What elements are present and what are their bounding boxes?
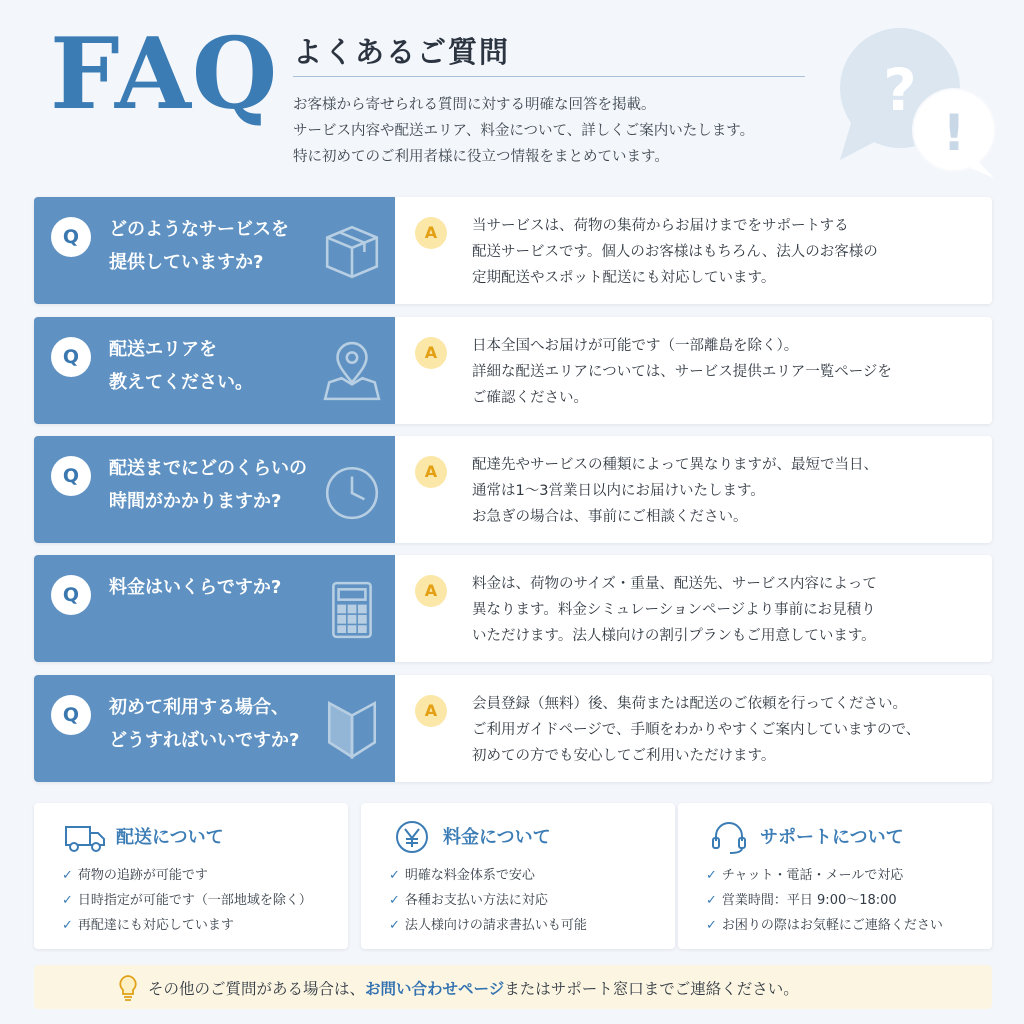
list-item: ✓ お困りの際はお気軽にご連絡ください — [706, 918, 943, 933]
q-badge: Q — [51, 337, 91, 377]
box-icon — [321, 221, 383, 283]
list-item: ✓ 再配達にも対応しています — [62, 918, 234, 933]
q-badge: Q — [51, 217, 91, 257]
faq-item[interactable] — [34, 675, 992, 782]
map-pin-icon — [321, 341, 383, 403]
faq-item[interactable] — [34, 197, 992, 304]
page-title: よくあるご質問 — [293, 35, 511, 69]
list-item: ✓ 荷物の追跡が可能です — [62, 868, 208, 883]
question-panel — [34, 675, 395, 782]
answer-text: 配達先やサービスの種類によって異なりますが、最短で当日、 通常は1〜3営業日以内にお届けいたします。 お急ぎの場合は、事前にご相談ください。 — [472, 457, 878, 525]
card-list — [706, 863, 943, 938]
yen-icon — [391, 819, 433, 855]
truck-icon — [64, 819, 106, 855]
faq-item[interactable] — [34, 436, 992, 543]
faq-logo: FAQ — [50, 17, 279, 132]
question-panel — [34, 436, 395, 543]
card-list — [62, 863, 312, 938]
speech-bubbles-icon — [832, 20, 1007, 180]
q-badge: Q — [51, 456, 91, 496]
card-list — [389, 863, 587, 938]
delivery-info-card — [34, 803, 348, 949]
list-item: ✓ 日時指定が可能です（一部地域を除く） — [62, 893, 312, 908]
lightbulb-icon — [116, 974, 140, 1002]
clock-icon — [321, 460, 383, 522]
calculator-icon — [321, 579, 383, 641]
list-item: ✓ 法人様向けの請求書払いも可能 — [389, 918, 587, 933]
question-panel — [34, 197, 395, 304]
check-icon: ✓ — [706, 868, 717, 883]
question-text: 初めて利用する場合、 どうすればいいですか? — [109, 697, 300, 751]
footer-text: その他のご質問がある場合は、お問い合わせページまたはサポート窓口までご連絡ください。 — [148, 980, 799, 998]
a-badge: A — [415, 456, 447, 488]
q-badge: Q — [51, 575, 91, 615]
a-badge: A — [415, 217, 447, 249]
question-text: 配送エリアを 教えてください。 — [109, 339, 253, 393]
price-info-card — [361, 803, 675, 949]
title-divider — [293, 76, 805, 77]
exclamation-mark: ! — [942, 104, 966, 162]
card-title: サポートについて — [760, 827, 904, 848]
question-mark: ? — [883, 56, 917, 124]
footer-notice — [34, 965, 992, 1009]
support-info-card — [678, 803, 992, 949]
card-title: 料金について — [443, 827, 551, 848]
card-title: 配送について — [116, 827, 224, 848]
check-icon: ✓ — [62, 868, 73, 883]
q-badge: Q — [51, 695, 91, 735]
check-icon: ✓ — [706, 918, 717, 933]
answer-text: 料金は、荷物のサイズ・重量、配送先、サービス内容によって 異なります。料金シミュレーションページより事前にお見積り いただけます。法人様向けの割引プランもご用意しています。 — [472, 576, 877, 644]
a-badge: A — [415, 337, 447, 369]
question-panel — [34, 317, 395, 424]
faq-item[interactable] — [34, 555, 992, 662]
list-item: ✓ チャット・電話・メールで対応 — [706, 868, 904, 883]
check-icon: ✓ — [389, 918, 400, 933]
check-icon: ✓ — [389, 893, 400, 908]
page-description: お客様から寄せられる質問に対する明確な回答を掲載。 サービス内容や配送エリア、料金について、詳しくご案内いたします。 特に初めてのご利用者様に役立つ情報をまとめています。 — [293, 97, 755, 165]
check-icon: ✓ — [62, 893, 73, 908]
faq-item[interactable] — [34, 317, 992, 424]
a-badge: A — [415, 695, 447, 727]
list-item: ✓ 各種お支払い方法に対応 — [389, 893, 548, 908]
question-text: 料金はいくらですか? — [109, 577, 282, 598]
contact-page-link[interactable]: お問い合わせページ — [365, 980, 505, 998]
a-badge: A — [415, 575, 447, 607]
answer-text: 当サービスは、荷物の集荷からお届けまでをサポートする 配送サービスです。個人のお客様はもちろん、法人のお客様の 定期配送やスポット配送にも対応しています。 — [472, 218, 878, 286]
check-icon: ✓ — [706, 893, 717, 908]
check-icon: ✓ — [389, 868, 400, 883]
question-text: 配送までにどのくらいの 時間がかかりますか? — [109, 458, 307, 512]
list-item: ✓ 営業時間：平日 9:00〜18:00 — [706, 893, 897, 908]
question-text: どのようなサービスを 提供していますか? — [109, 219, 289, 273]
list-item: ✓ 明確な料金体系で安心 — [389, 868, 535, 883]
answer-text: 会員登録（無料）後、集荷または配送のご依頼を行ってください。 ご利用ガイドページで、手順をわかりやすくご案内していますので、 初めての方でも安心してご利用いただけます。 — [472, 696, 921, 764]
beginner-mark-icon — [321, 699, 383, 761]
answer-text: 日本全国へお届けが可能です（一部離島を除く）。 詳細な配送エリアについては、サービス提供エリア一覧ページを ご確認ください。 — [472, 338, 892, 406]
check-icon: ✓ — [62, 918, 73, 933]
question-panel — [34, 555, 395, 662]
headset-icon — [708, 819, 750, 855]
